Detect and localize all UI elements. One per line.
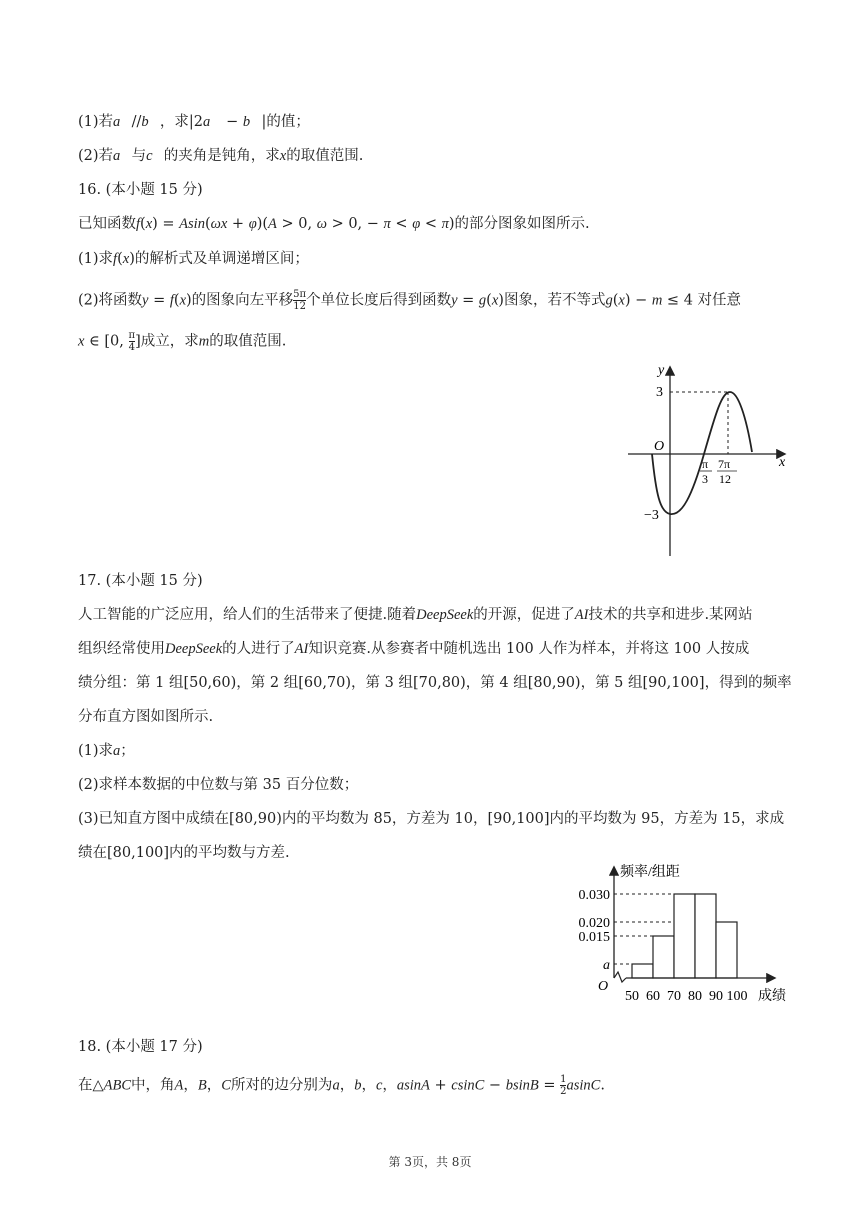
max-label: 3: [656, 385, 663, 400]
q16-part2-cont: x ∈ [0, $\frac{\pi}{4}$ ]成立，求m的取值范围.: [78, 330, 287, 353]
pi-over-3-den: 3: [702, 472, 708, 486]
x-axis-label: x: [779, 455, 786, 470]
q17-heading: 17. (本小题 15 分): [78, 573, 203, 589]
seven-pi-over-12-den: 12: [719, 472, 731, 486]
x-tick-label: 60: [646, 989, 660, 1004]
q15-part2: (2)若a⃗与c⃗的夹角是钝角，求x的取值范围.: [78, 148, 364, 164]
q16-stem: 已知函数f(x) = Asin(ωx + φ)(A > 0, ω > 0, − π < φ < π)的部分图象如图所示.: [78, 216, 590, 232]
q17-part1: (1)求a；: [78, 743, 135, 759]
hist-y-title: 频率/组距: [620, 865, 680, 880]
x-tick-label: 80: [688, 989, 702, 1004]
histogram-bar-4: [695, 894, 716, 978]
x-tick-label: 100: [726, 989, 748, 1004]
q16-heading: 16. (本小题 15 分): [78, 182, 203, 198]
q16-part1: (1)求f(x)的解析式及单调递增区间；: [78, 251, 309, 267]
min-label: −3: [644, 508, 659, 523]
hist-x-title: 成绩: [758, 989, 786, 1004]
seven-pi-over-12-num: 7π: [718, 457, 731, 471]
page-footer: 第 3页，共 8页: [388, 1155, 472, 1169]
q17-part3: (3)已知直方图中成绩在[80,90)内的平均数为 85，方差为 10，[90,100]内的平均数为 95，方差为 15，求成: [78, 811, 785, 827]
histogram-bar-5: [716, 922, 737, 978]
y-tick-label: a: [603, 958, 610, 973]
q17-para-1: 人工智能的广泛应用，给人们的生活带来了便捷.随着DeepSeek的开源，促进了AI技术的共享和进步.某网站: [78, 607, 753, 623]
origin-label: O: [654, 439, 665, 454]
sine-curve: [652, 392, 752, 514]
q17-para-2: 组织经常使用DeepSeek的人进行了AI知识竞赛.从参赛者中随机选出 100 人作为样本，并将这 100 人按成: [78, 641, 750, 657]
q17-para-4: 分布直方图如图所示.: [78, 709, 214, 725]
x-tick-label: 70: [667, 989, 681, 1004]
q16-part2: (2)将函数y = f(x)的图象向左平移 $\frac{5\pi}{12}$ 个单位长度后得到函数y = g(x)图象，若不等式g(x) − m ≤ 4 对任意: [78, 289, 742, 312]
q17-para-3: 绩分组：第 1 组[50,60)，第 2 组[60,70)，第 3 组[70,80)，第 4 组[80,90)，第 5 组[90,100]，得到的频率: [78, 675, 792, 691]
x-tick-label: 50: [625, 989, 639, 1004]
histogram-bar-3: [674, 894, 695, 978]
y-tick-label: 0.020: [578, 916, 610, 931]
x-tick-label: 90: [709, 989, 723, 1004]
y-axis-label: y: [658, 363, 665, 378]
histogram-bar-1: [632, 964, 653, 978]
q15-part1: (1)若a⃗//b⃗，求|2a⃗ − b⃗|的值；: [78, 114, 310, 130]
hist-origin: O: [598, 979, 609, 994]
axis-break: [614, 972, 626, 982]
frequency-histogram: [560, 860, 798, 1006]
histogram-bar-2: [653, 936, 674, 978]
pi-over-3-num: π: [702, 457, 709, 471]
y-tick-label: 0.030: [578, 888, 610, 903]
q18-heading: 18. (本小题 17 分): [78, 1039, 203, 1055]
q17-part2: (2)求样本数据的中位数与第 35 百分位数；: [78, 777, 359, 793]
q18-stem: 在△ABC中，角A，B，C所对的边分别为a，b，c，asinA + csinC − bsinB = $\frac{1}{2}$ asinC.: [78, 1074, 605, 1097]
sine-graph: [622, 362, 794, 562]
y-tick-label: 0.015: [578, 930, 610, 945]
q17-part3-cont: 绩在[80,100]内的平均数与方差.: [78, 845, 290, 861]
